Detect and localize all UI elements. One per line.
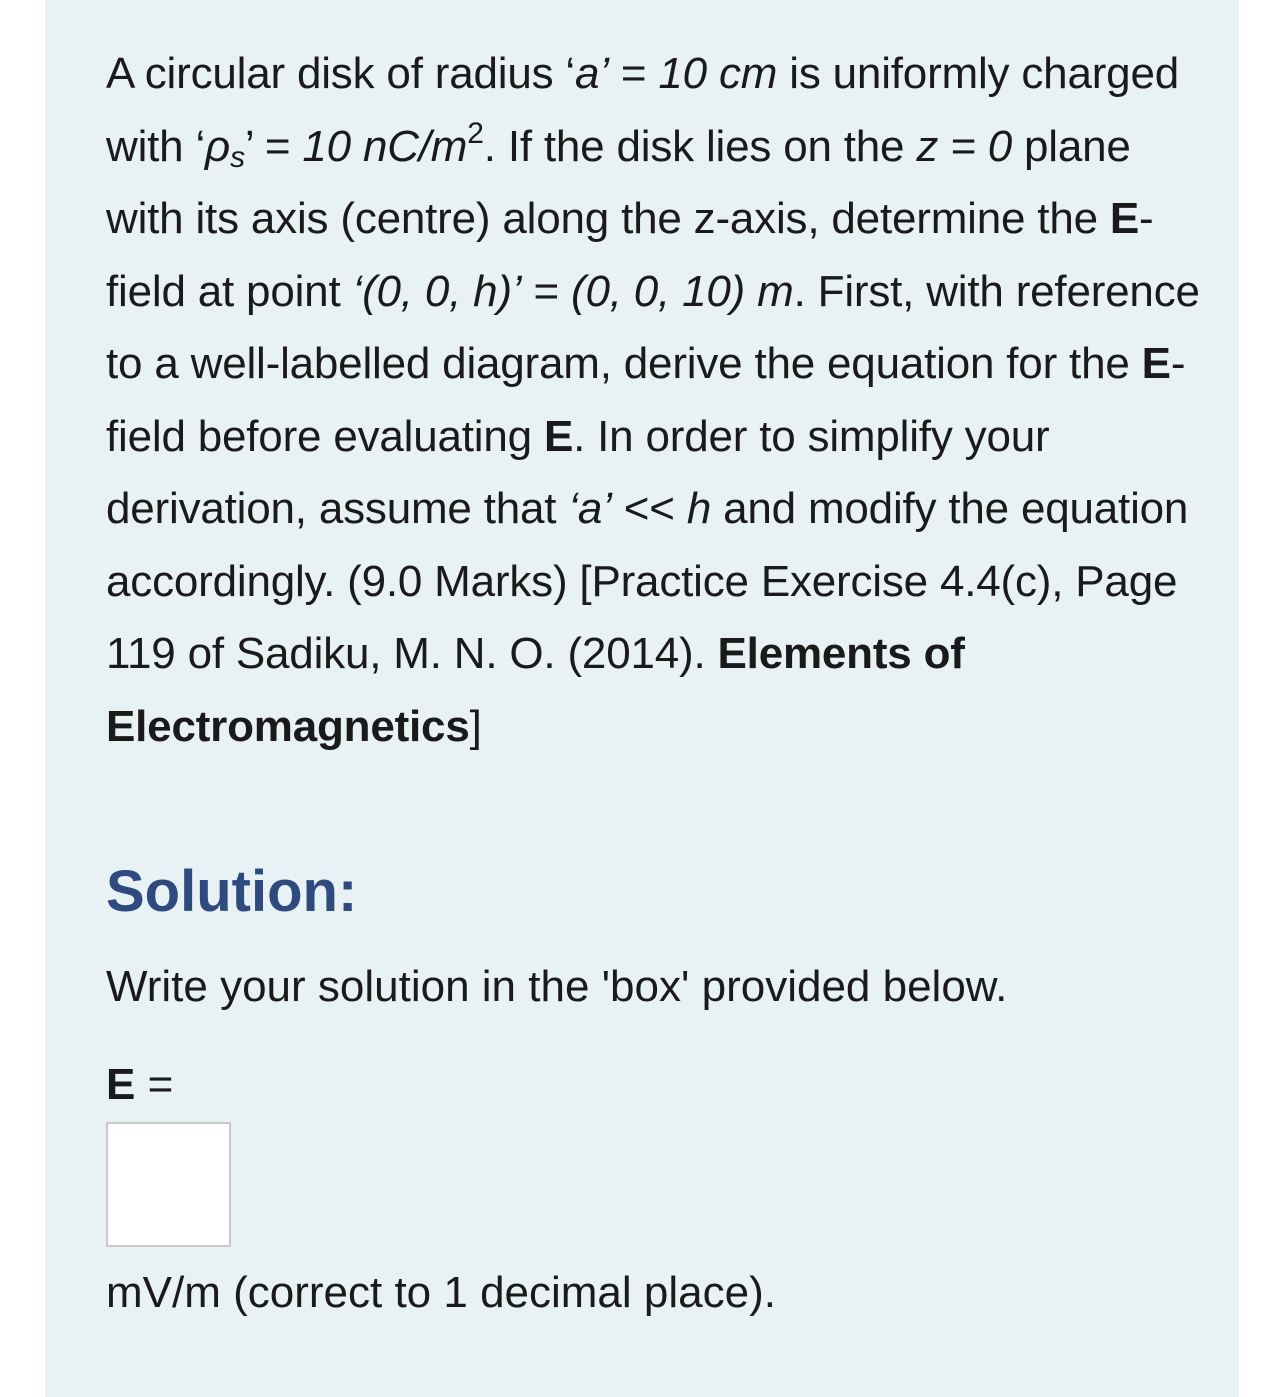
book-title: Elements of Electromagnetics [106, 629, 965, 751]
e-field-label: E = [106, 1060, 174, 1109]
question-text: A circular disk of radius ‘a’ = 10 cm is uniformly charged with ‘$\rho_s$’ = 10 $nC/m^2$. If the disk lies on the z = 0 plane with its axis (centre) along the z-axis, determine the E-field at point ‘(0, 0, h)’ = (0, 0, 10) m. First, with reference to a well-labelled diagram, derive the equation for the E-field before evaluating E. In order to simplify your derivation, assume that ‘a’ << h and modify the equation accordingly. (9.0 Marks) [Practice Exercise 4.4(c), Page 119 of Sadiku, M. N. O. (2014). Elements of Electromagnetics] [106, 49, 1200, 751]
answer-input[interactable] [106, 1122, 231, 1247]
answer-units: mV/m (correct to 1 decimal place). [106, 1268, 776, 1317]
solution-instructions: Write your solution in the 'box' provided below. [106, 962, 1008, 1011]
solution-heading: Solution: [106, 859, 358, 924]
